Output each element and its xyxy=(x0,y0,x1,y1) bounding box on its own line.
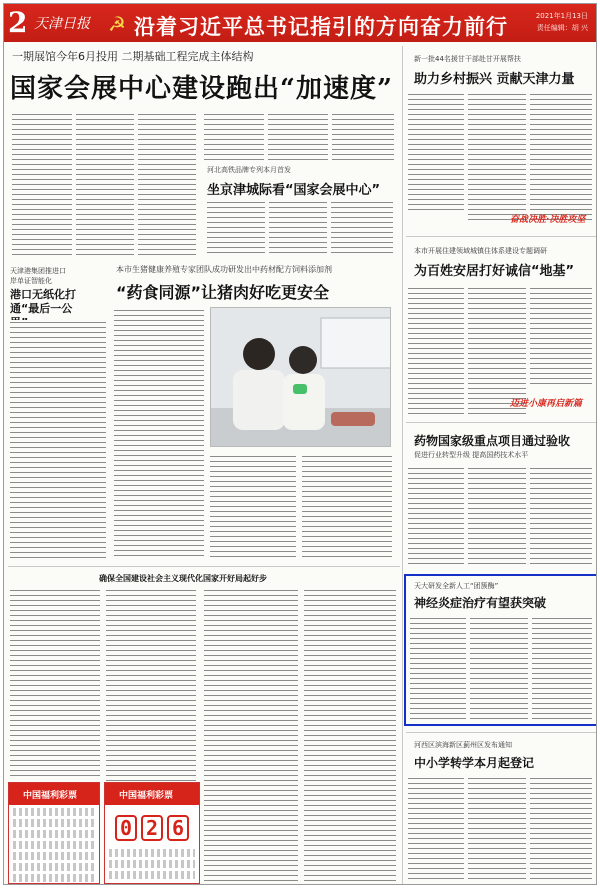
lottery-digit: 0 xyxy=(115,815,137,841)
lead-story-headline: 国家会展中心建设跑出“加速度” xyxy=(10,74,393,104)
body-text xyxy=(269,200,327,256)
right-story4-kicker: 天大研发全新人工“团簇酶” xyxy=(414,582,499,590)
body-text xyxy=(408,466,464,566)
masthead-slogan: 沿着习近平总书记指引的方向奋力前行 xyxy=(134,15,508,39)
body-text xyxy=(10,320,106,560)
feature-kicker: 河北高铁品牌专列本月首发 xyxy=(207,166,291,174)
news-photo xyxy=(210,307,391,447)
port-story-headline: 港口无纸化打通“最后一公 xyxy=(10,288,76,315)
lottery-numbers xyxy=(105,815,199,841)
body-text xyxy=(138,112,196,258)
body-text xyxy=(268,112,328,160)
right-story2-headline: 为百姓安居打好诚信“地基” xyxy=(414,264,575,279)
body-text xyxy=(530,286,592,386)
right-story1-headline: 助力乡村振兴 贡献天津力量 xyxy=(414,72,575,87)
body-text xyxy=(530,92,592,222)
body-text xyxy=(408,776,464,882)
party-emblem-icon: ☭ xyxy=(108,12,126,36)
body-text xyxy=(12,112,72,258)
body-text xyxy=(470,616,528,720)
body-text xyxy=(468,286,526,414)
section-divider xyxy=(406,236,596,237)
medicine-story-kicker: 本市生猪健康养殖专家团队成功研发出中药材配方饲料添加剂 xyxy=(116,265,332,274)
body-text xyxy=(530,776,592,882)
right-story5-kicker: 河西区滨海新区蓟州区发布通知 xyxy=(414,741,512,749)
body-text xyxy=(468,776,526,882)
right-story3-headline: 药物国家级重点项目通过验收 xyxy=(414,434,571,448)
body-text xyxy=(408,286,464,414)
lottery-digit: 6 xyxy=(167,815,189,841)
medicine-story-headline: “药食同源”让猪肉好吃更安全 xyxy=(116,283,330,302)
lab-scientists-illustration xyxy=(211,308,391,447)
body-text xyxy=(76,112,134,258)
right-story2-kicker: 本市开展住建领域城镇住体系建设专题调研 xyxy=(414,247,547,255)
section-divider xyxy=(406,732,596,733)
body-text xyxy=(207,200,265,256)
lottery-digit: 2 xyxy=(141,815,163,841)
right-story5-headline: 中小学转学本月起登记 xyxy=(414,756,535,770)
body-text xyxy=(204,588,298,884)
port-story-kicker: 天津港集团推进口岸单证智能化 xyxy=(10,267,66,285)
right-story4-headline: 神经炎症治疗有望获突破 xyxy=(414,596,547,610)
right-story2-stamp: 迈进小康再启新篇 xyxy=(510,399,583,409)
body-text xyxy=(302,454,392,560)
page-number: 2 xyxy=(8,6,28,39)
masthead-date: 2021年1月13日 责任编辑：胡 兴 xyxy=(535,12,588,32)
body-text xyxy=(332,112,394,160)
body-text xyxy=(114,308,204,560)
lottery-ad-right: 中国福利彩票 0 2 6 xyxy=(104,782,200,884)
section-divider xyxy=(8,566,400,567)
right-story3-kicker: 促进行业转型升级 提高国药技术水平 xyxy=(414,451,529,459)
lead-story-kicker: 一期展馆今年6月投用 二期基础工程完成主体结构 xyxy=(12,50,254,63)
body-text xyxy=(10,588,100,778)
body-text xyxy=(408,92,464,212)
paper-name: 天津日报 xyxy=(34,16,90,32)
body-text xyxy=(530,466,592,566)
section-divider xyxy=(406,422,596,423)
masthead xyxy=(4,4,596,42)
body-text xyxy=(304,588,396,884)
body-text xyxy=(532,616,592,720)
lottery-ad-left: 中国福利彩票 xyxy=(8,782,100,884)
band-headline: 确保全国建设社会主义现代化国家开好局起好步 xyxy=(99,574,267,583)
right-story1-kicker: 新一批44名援甘干部赴甘开展帮扶 xyxy=(414,55,521,63)
body-text xyxy=(331,200,393,256)
body-text xyxy=(468,466,526,566)
body-text xyxy=(210,454,296,560)
body-text xyxy=(204,112,264,160)
column-divider xyxy=(402,46,403,884)
newspaper-page xyxy=(3,3,597,885)
feature-headline: 坐京津城际看“国家会展中心” xyxy=(207,183,381,198)
body-text xyxy=(410,616,466,720)
right-story1-stamp: 奋战决胜·决胜攻坚 xyxy=(510,215,586,225)
body-text xyxy=(468,92,526,222)
